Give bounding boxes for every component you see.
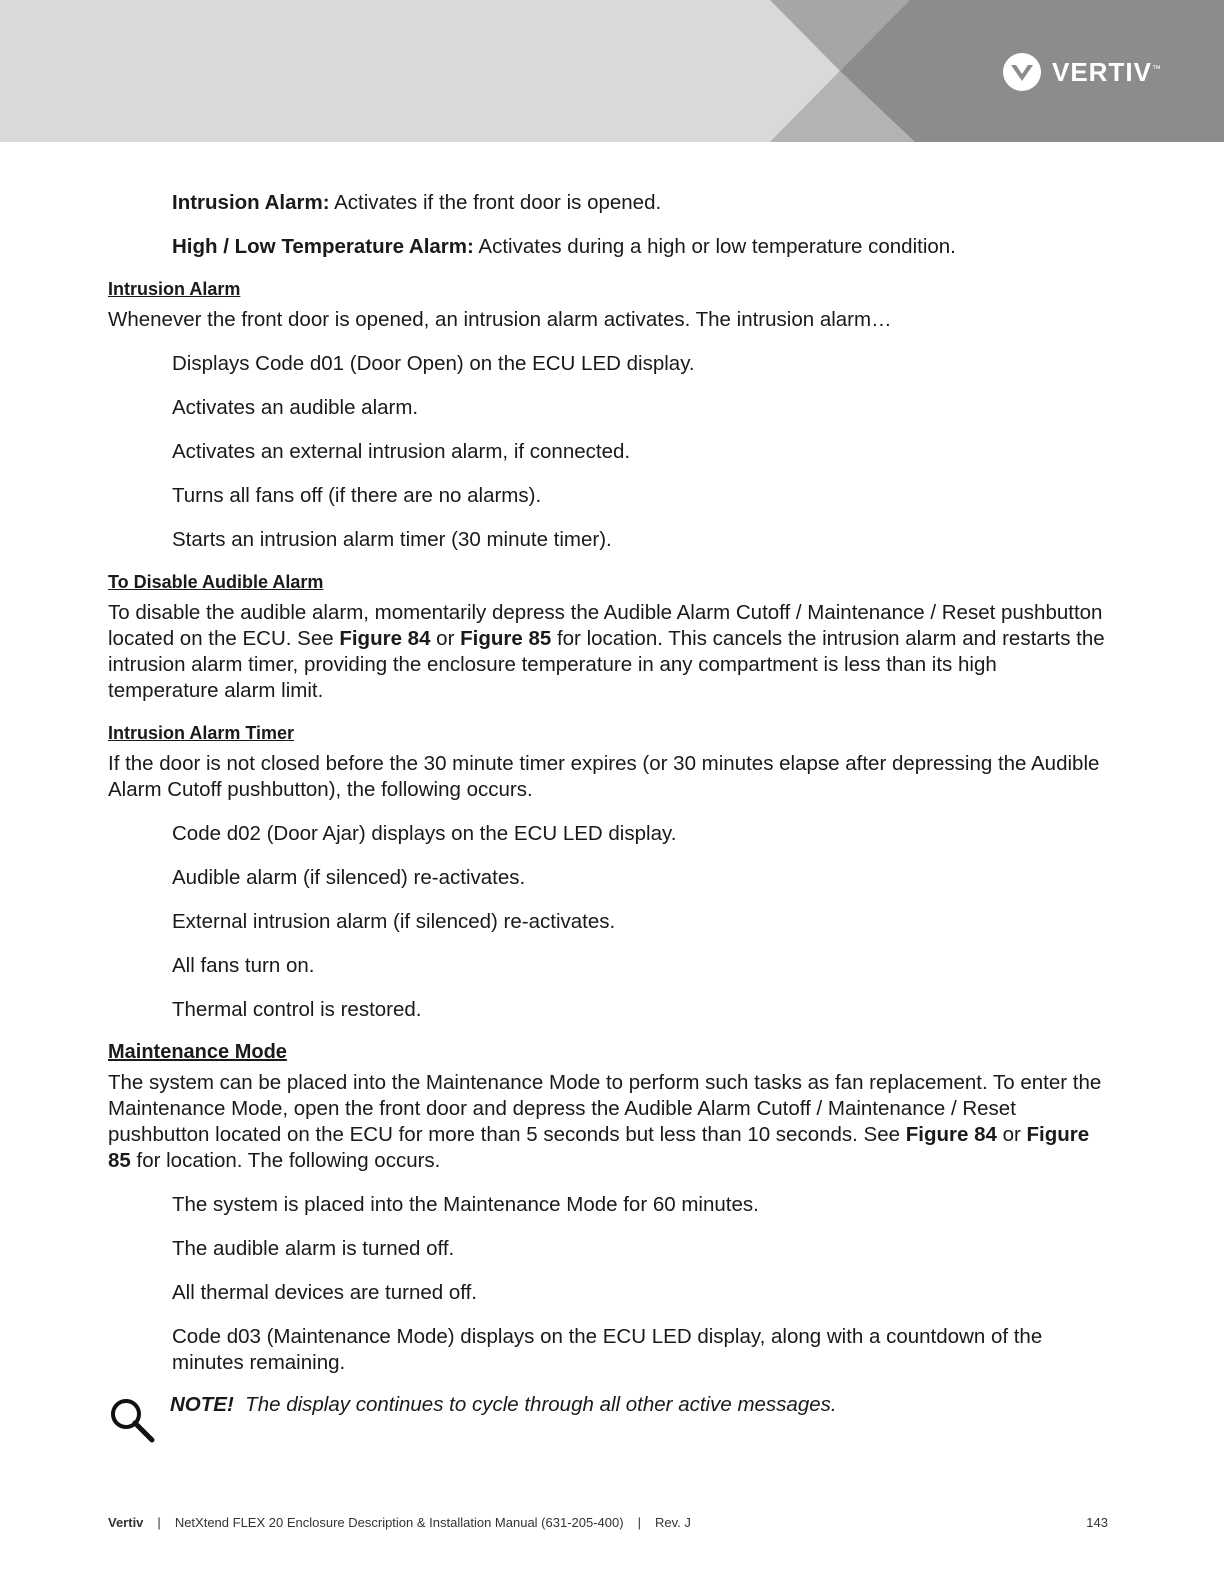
list-item: All fans turn on. [172,954,315,977]
heading-disable-audible-alarm: To Disable Audible Alarm [108,572,324,592]
note-callout [108,1390,1108,1450]
heading-intrusion-alarm-timer: Intrusion Alarm Timer [108,723,295,743]
footer-brand: Vertiv [108,1515,144,1530]
footer-document-title: NetXtend FLEX 20 Enclosure Description & Installation Manual (631-205-400) [174,1515,624,1530]
list-item: Audible alarm (if silenced) re-activates. [172,866,526,889]
list-item: Thermal control is restored. [172,998,422,1021]
page-number: 143 [1086,1515,1108,1530]
heading-intrusion-alarm: Intrusion Alarm [108,279,241,299]
page-content [108,190,1108,1376]
disable-body: To disable the audible alarm, momentarily depress the Audible Alarm Cutoff / Maintenance / Reset pushbutton located on the ECU. See Figure 84 or Figure 85 for location. This cancels the intrusion alarm and restarts the intrusion alarm timer, providing the enclosure temperature in any compartment is less than its high temperature alarm limit. [108,601,1105,702]
note-text: NOTE! The display continues to cycle through all other active messages. [170,1393,837,1416]
vertiv-mark-icon [1002,52,1042,92]
page-footer [108,1515,1108,1530]
list-item: Code d02 (Door Ajar) displays on the ECU LED display. [172,822,677,845]
figure-85-link[interactable]: Figure 85 [108,1123,1090,1172]
footer-separator: | [157,1515,161,1530]
logo-wordmark: VERTIV™ [1052,56,1162,87]
note-label: NOTE! [170,1393,234,1416]
list-item: External intrusion alarm (if silenced) re-activates. [172,910,616,933]
list-item: Activates an external intrusion alarm, if connected. [172,440,631,463]
list-item: Turns all fans off (if there are no alarms). [172,484,542,507]
intrusion-body: Whenever the front door is opened, an intrusion alarm activates. The intrusion alarm… [108,308,892,331]
list-item: Code d03 (Maintenance Mode) displays on the ECU LED display, along with a countdown of the minutes remaining. [172,1325,1043,1374]
heading-maintenance-mode: Maintenance Mode [108,1041,287,1063]
timer-body: If the door is not closed before the 30 minute timer expires (or 30 minutes elapse after depressing the Audible Alarm Cutoff pushbutton), the following occurs. [108,752,1100,801]
figure-84-link[interactable]: Figure 84 [905,1123,997,1146]
intro-item-intrusion: Intrusion Alarm: Activates if the front door is opened. [172,191,662,214]
maintenance-body: The system can be placed into the Maintenance Mode to perform such tasks as fan replacement. To enter the Maintenance Mode, open the front door and depress the Audible Alarm Cutoff / Maintenance / Reset pushbutton located on the ECU for more than 5 seconds but less than 10 seconds. See Figure 84 or Figure 85 for location. The following occurs. [108,1071,1102,1172]
figure-85-link[interactable]: Figure 85 [460,627,552,650]
list-item: Activates an audible alarm. [172,396,419,419]
magnifier-icon [108,1396,156,1444]
page-header [0,0,1224,142]
intro-item-temperature: High / Low Temperature Alarm: Activates during a high or low temperature condition. [172,235,956,258]
vertiv-logo [1002,52,1162,92]
list-item: All thermal devices are turned off. [172,1281,477,1304]
list-item: Starts an intrusion alarm timer (30 minute timer). [172,528,612,551]
list-item: Displays Code d01 (Door Open) on the ECU LED display. [172,352,695,375]
figure-84-link[interactable]: Figure 84 [339,627,431,650]
list-item: The system is placed into the Maintenance Mode for 60 minutes. [172,1193,759,1216]
list-item: The audible alarm is turned off. [172,1237,455,1260]
footer-separator: | [637,1515,641,1530]
footer-revision: Rev. J [654,1515,691,1530]
